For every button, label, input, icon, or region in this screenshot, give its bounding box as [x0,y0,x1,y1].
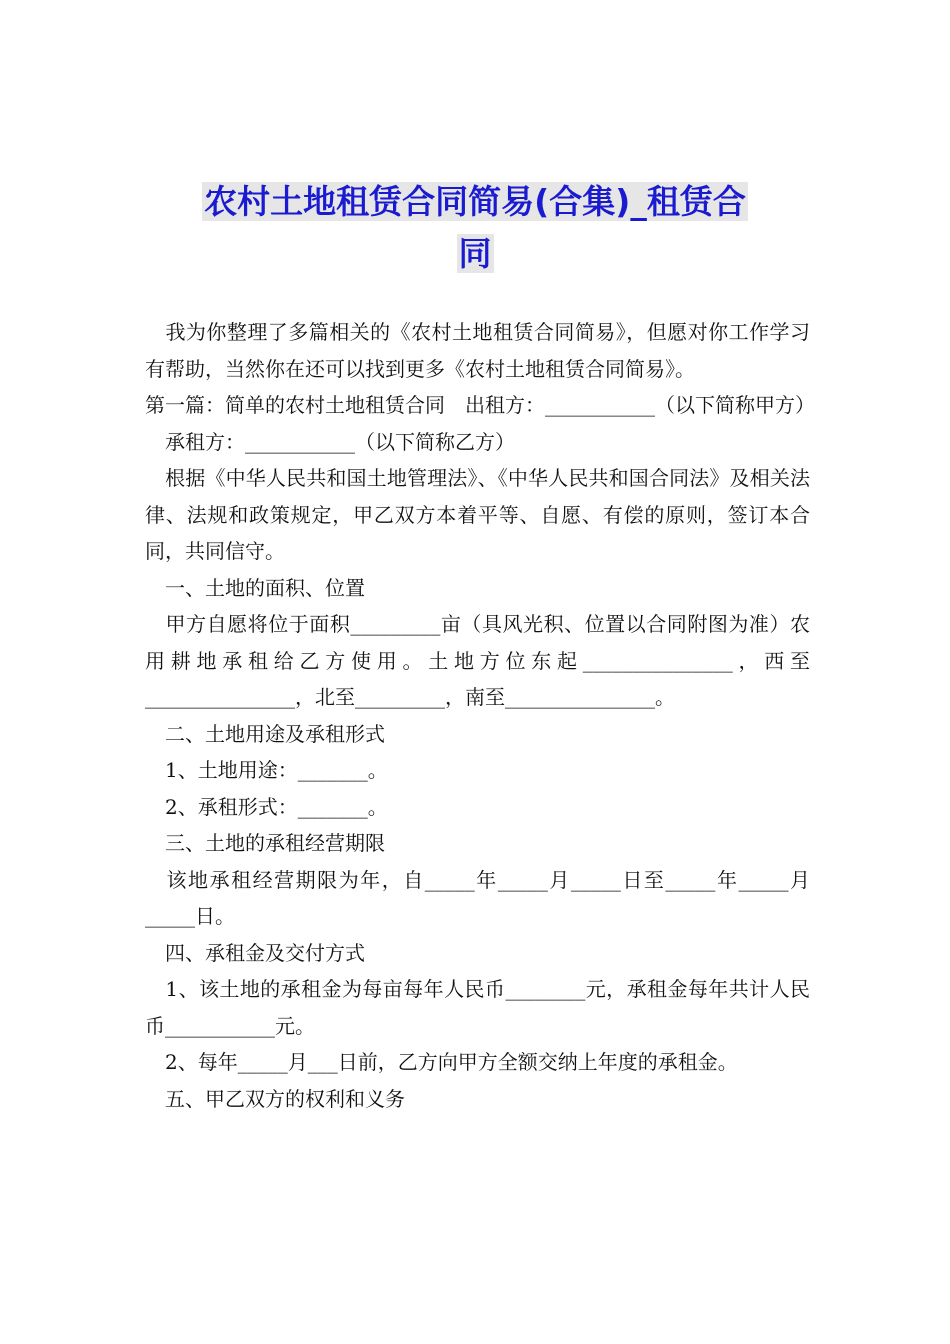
document-title [145,176,805,280]
section-heading-3: 三、土地的承租经营期限 [145,831,385,855]
rent-amount-paragraph: 1、该土地的承租金为每亩每年人民币________元，承租金每年共计人民币___________元。 [145,977,810,1038]
lease-term-paragraph: 该地承租经营期限为年，自_____年_____月_____日至_____年_____月_____日。 [145,867,810,928]
chapter-one-heading: 第一篇：简单的农村土地租赁合同 出租方：___________（以下简称甲方） [145,393,815,417]
document-body [145,314,815,1117]
section-heading-4: 四、承租金及交付方式 [145,940,365,965]
rent-payment-paragraph: 2、每年_____月___日前，乙方向甲方全额交纳上年度的承租金。 [145,1050,738,1074]
title-line-1: 农村土地租赁合同简易(合集)_租赁合 [204,182,746,221]
lessee-line: 承租方：___________（以下简称乙方） [145,429,515,454]
intro-paragraph: 我为你整理了多篇相关的《农村土地租赁合同简易》，但愿对你工作学习有帮助，当然你在还可以找到更多《农村土地租赁合同简易》。 [145,320,810,381]
section-heading-5: 五、甲乙双方的权利和义务 [145,1086,405,1111]
section-heading-2: 二、土地用途及承租形式 [145,721,385,746]
land-use-line: 1、土地用途：_______。 [145,758,388,782]
title-line-2: 同 [458,234,492,273]
section-heading-1: 一、土地的面积、位置 [145,575,365,600]
land-location-paragraph: 甲方自愿将位于面积_________亩（具风光积、位置以合同附图为准）农用耕地承租给乙方使用。土地方位东起_______________，西至_______________，北至_________，南至_______________。 [145,612,810,709]
lease-form-line: 2、承租形式：_______。 [145,794,388,819]
legal-basis-paragraph: 根据《中华人民共和国土地管理法》、《中华人民共和国合同法》及相关法律、法规和政策规定，甲乙双方本着平等、自愿、有偿的原则，签订本合同，共同信守。 [145,466,810,563]
